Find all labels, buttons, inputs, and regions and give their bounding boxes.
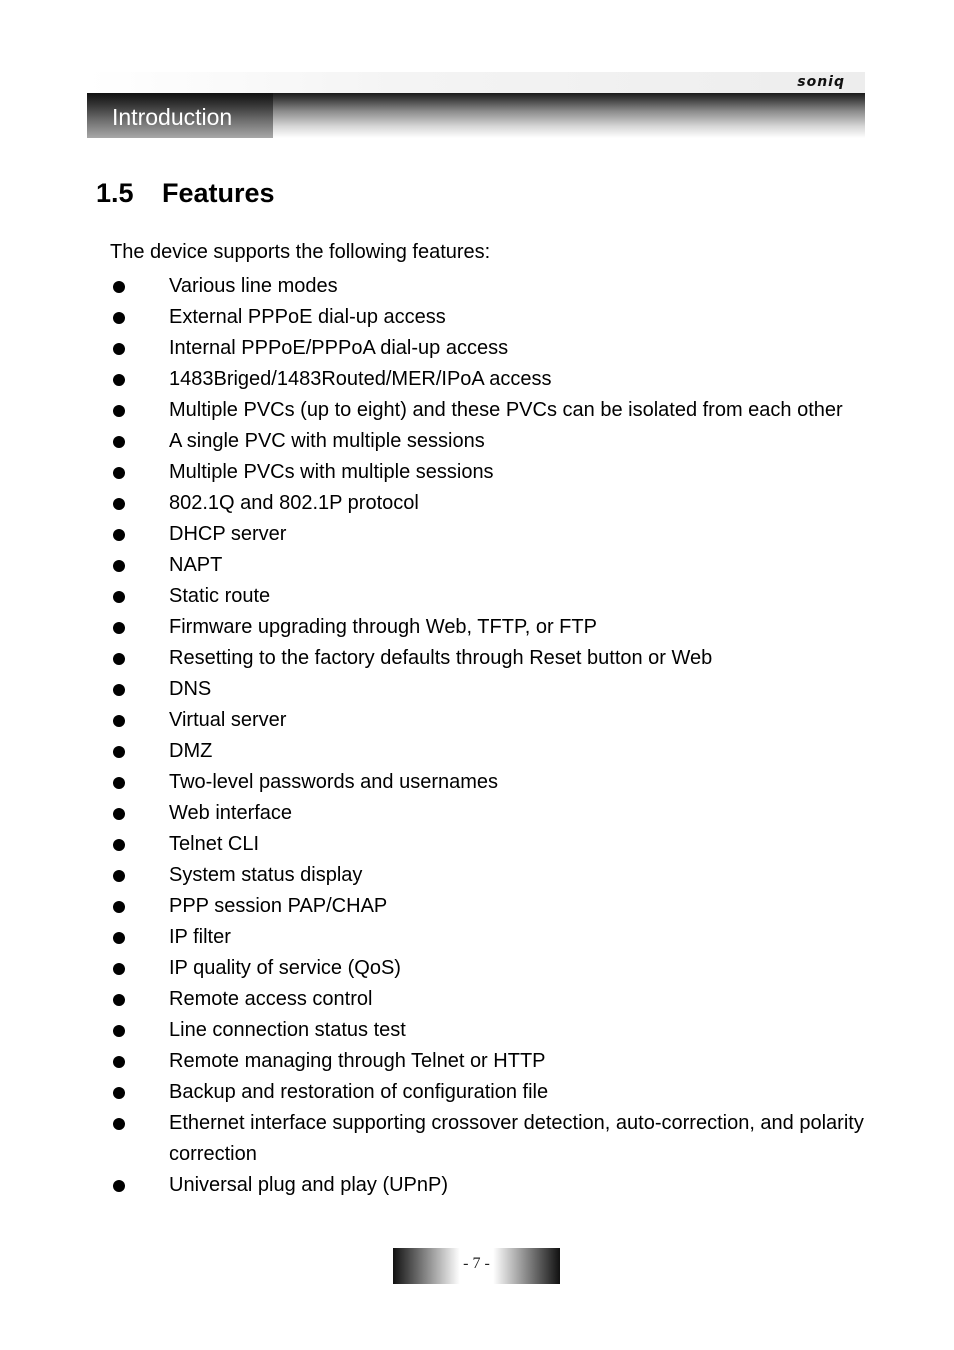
bullet-icon xyxy=(113,1087,125,1099)
feature-item xyxy=(0,798,954,829)
bullet-icon xyxy=(113,1180,125,1192)
bullet-icon xyxy=(113,870,125,882)
bullet-icon xyxy=(113,839,125,851)
bullet-icon xyxy=(113,436,125,448)
feature-item xyxy=(0,550,954,581)
feature-item xyxy=(0,705,954,736)
feature-text: Backup and restoration of configuration file xyxy=(169,1081,549,1103)
feature-item xyxy=(0,1046,954,1077)
feature-item xyxy=(0,860,954,891)
feature-item xyxy=(0,1170,954,1201)
bullet-icon xyxy=(113,374,125,386)
feature-item xyxy=(0,612,954,643)
bullet-icon xyxy=(113,1056,125,1068)
feature-item xyxy=(0,891,954,922)
feature-item xyxy=(0,984,954,1015)
feature-item xyxy=(0,395,954,426)
bullet-icon xyxy=(113,963,125,975)
feature-text: Web interface xyxy=(169,802,293,824)
intro-text: The device supports the following features: xyxy=(110,241,491,263)
feature-text: Virtual server xyxy=(169,709,287,731)
section-number: 1.5 xyxy=(96,178,134,208)
bullet-icon xyxy=(113,281,125,293)
bullet-icon xyxy=(113,746,125,758)
bullet-icon xyxy=(113,312,125,324)
feature-item xyxy=(0,674,954,705)
feature-text: Remote managing through Telnet or HTTP xyxy=(169,1050,546,1072)
header-top-band xyxy=(87,72,865,93)
feature-text: Multiple PVCs with multiple sessions xyxy=(169,461,494,483)
feature-item xyxy=(0,922,954,953)
page-footer xyxy=(393,1248,560,1284)
feature-text: DNS xyxy=(169,678,212,700)
bullet-icon xyxy=(113,777,125,789)
bullet-icon xyxy=(113,467,125,479)
feature-item xyxy=(0,519,954,550)
feature-text: DMZ xyxy=(169,740,213,762)
bullet-icon xyxy=(113,498,125,510)
feature-text: Multiple PVCs (up to eight) and these PVCs can be isolated from each other xyxy=(169,399,843,421)
section-tab xyxy=(87,93,273,138)
feature-text: Internal PPPoE/PPPoA dial-up access xyxy=(169,337,509,359)
bullet-icon xyxy=(113,405,125,417)
bullet-icon xyxy=(113,560,125,572)
feature-text: PPP session PAP/CHAP xyxy=(169,895,388,917)
feature-text: Telnet CLI xyxy=(169,833,260,855)
bullet-icon xyxy=(113,529,125,541)
feature-item xyxy=(0,302,954,333)
section-title: Features xyxy=(162,178,275,208)
bullet-icon xyxy=(113,343,125,355)
feature-text: Two-level passwords and usernames xyxy=(169,771,499,793)
feature-item xyxy=(0,581,954,612)
feature-text: Static route xyxy=(169,585,271,607)
bullet-icon xyxy=(113,994,125,1006)
feature-item xyxy=(0,1015,954,1046)
feature-text: System status display xyxy=(169,864,363,886)
feature-text: IP quality of service (QoS) xyxy=(169,957,401,979)
feature-item xyxy=(0,457,954,488)
feature-text: External PPPoE dial-up access xyxy=(169,306,446,328)
feature-item xyxy=(0,426,954,457)
bullet-icon xyxy=(113,932,125,944)
feature-text: IP filter xyxy=(169,926,231,948)
feature-item xyxy=(0,953,954,984)
bullet-icon xyxy=(113,808,125,820)
bullet-icon xyxy=(113,622,125,634)
feature-text: A single PVC with multiple sessions xyxy=(169,430,485,452)
feature-item xyxy=(0,488,954,519)
feature-text: Line connection status test xyxy=(169,1019,406,1041)
feature-item xyxy=(0,829,954,860)
bullet-icon xyxy=(113,1025,125,1037)
feature-text: Remote access control xyxy=(169,988,373,1010)
bullet-icon xyxy=(113,653,125,665)
bullet-icon xyxy=(113,901,125,913)
feature-text: DHCP server xyxy=(169,523,287,545)
feature-text: 802.1Q and 802.1P protocol xyxy=(169,492,419,514)
section-tab-label: Introduction xyxy=(112,104,233,130)
feature-item xyxy=(0,643,954,674)
feature-text: Resetting to the factory defaults through Reset button or Web xyxy=(169,647,713,669)
feature-text: Universal plug and play (UPnP) xyxy=(169,1174,449,1196)
feature-item xyxy=(0,271,954,302)
feature-text: Ethernet interface supporting crossover detection, auto-correction, and polarity correction xyxy=(169,1112,864,1165)
brand-logo: soniq xyxy=(797,74,845,90)
feature-item xyxy=(0,736,954,767)
feature-item xyxy=(0,364,954,395)
feature-text: 1483Briged/1483Routed/MER/IPoA access xyxy=(169,368,552,390)
feature-item xyxy=(0,1108,954,1170)
feature-text: NAPT xyxy=(169,554,223,576)
feature-item xyxy=(0,333,954,364)
features-list xyxy=(0,271,954,1201)
page-header xyxy=(87,72,865,138)
feature-item xyxy=(0,1077,954,1108)
bullet-icon xyxy=(113,591,125,603)
feature-text: Various line modes xyxy=(169,275,338,297)
feature-item xyxy=(0,767,954,798)
bullet-icon xyxy=(113,715,125,727)
page-number: - 7 - xyxy=(463,1255,490,1272)
bullet-icon xyxy=(113,684,125,696)
feature-text: Firmware upgrading through Web, TFTP, or FTP xyxy=(169,616,597,638)
bullet-icon xyxy=(113,1118,125,1130)
section-heading xyxy=(96,178,275,209)
